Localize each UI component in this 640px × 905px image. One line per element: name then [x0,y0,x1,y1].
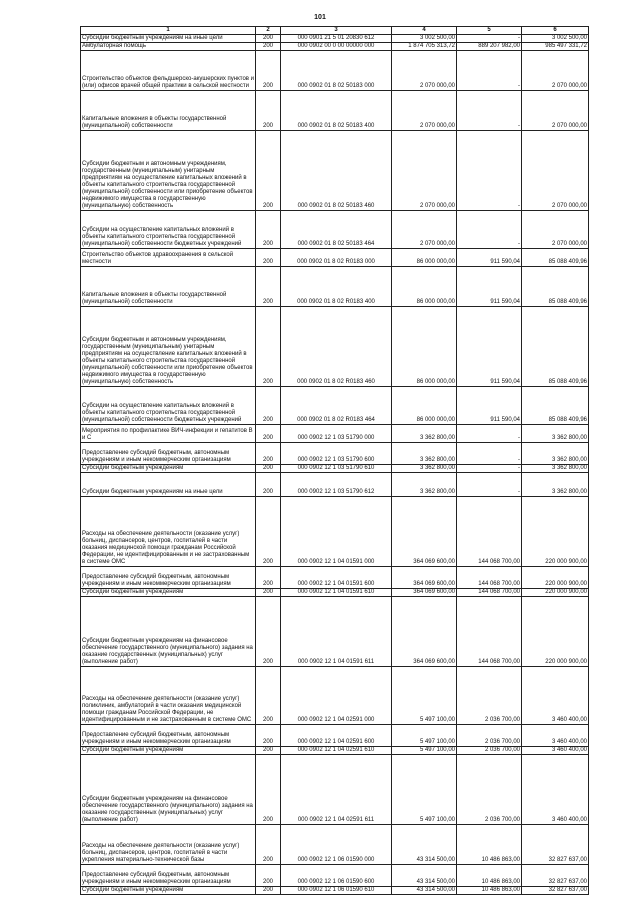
row-remaining-cell: 3 460 400,00 [522,755,589,825]
row-code-cell: 200 [256,211,281,249]
row-name-cell: Субсидии на осуществление капитальных вложений в объекты капитального строительства государственной (муниципальной) собственности бюджетных учреждений [81,387,256,425]
row-code-cell: 200 [256,387,281,425]
row-remaining-cell: 2 070 000,00 [522,211,589,249]
row-remaining-cell: 3 362 800,00 [522,425,589,443]
table-row [81,597,589,667]
row-remaining-cell: 32 827 637,00 [522,865,589,887]
row-kbk-cell: 000 0902 12 1 04 02591 000 [281,667,392,725]
row-code-cell: 200 [256,597,281,667]
row-kbk-cell: 000 0902 12 1 03 51790 600 [281,443,392,465]
table-row [81,43,589,51]
row-executed-cell: 10 486 863,00 [457,887,522,895]
row-executed-cell: 144 068 700,00 [457,567,522,589]
row-approved-cell: 3 362 800,00 [392,425,457,443]
row-name-cell: Субсидии бюджетным учреждениям на иные цели [81,473,256,497]
row-approved-cell: 86 000 000,00 [392,249,457,267]
row-executed-cell: - [457,131,522,211]
row-code-cell: 200 [256,465,281,473]
header-cell: 6 [522,27,589,35]
row-executed-cell: 2 036 700,00 [457,667,522,725]
row-remaining-cell: 85 088 409,96 [522,307,589,387]
row-approved-cell: 86 000 000,00 [392,387,457,425]
row-code-cell: 200 [256,497,281,567]
row-executed-cell: - [457,465,522,473]
row-executed-cell: 2 036 700,00 [457,725,522,747]
row-kbk-cell: 000 0902 01 8 02 R0183 000 [281,249,392,267]
row-name-cell: Амбулаторная помощь [81,43,256,51]
row-name-cell: Субсидии на осуществление капитальных вложений в объекты капитального строительства государственной (муниципальной) собственности бюджетных учреждений [81,211,256,249]
row-name-cell: Строительство объектов фельдшерско-акушерских пунктов и (или) офисов врачей общей практики в сельской местности [81,51,256,91]
row-approved-cell: 86 000 000,00 [392,267,457,307]
row-kbk-cell: 000 0901 21 5 01 20830 612 [281,35,392,43]
table-row [81,211,589,249]
table-row [81,865,589,887]
row-kbk-cell: 000 0902 12 1 04 02591 610 [281,747,392,755]
row-remaining-cell: 3 460 400,00 [522,667,589,725]
row-name-cell: Расходы на обеспечение деятельности (оказание услуг) больниц, диспансеров, центров, госпиталей в части оказания медицинской помощи гражданам Российской Федерации, не идентифицированным и не застрахованным в системе ОМС [81,497,256,567]
row-remaining-cell: 2 070 000,00 [522,51,589,91]
row-executed-cell: 911 590,04 [457,249,522,267]
row-remaining-cell: 220 000 900,00 [522,497,589,567]
row-remaining-cell: 220 000 900,00 [522,589,589,597]
budget-table [80,26,589,895]
row-code-cell: 200 [256,131,281,211]
table-row [81,755,589,825]
row-executed-cell: 911 590,04 [457,387,522,425]
row-executed-cell: 2 036 700,00 [457,755,522,825]
row-code-cell: 200 [256,865,281,887]
row-approved-cell: 43 314 500,00 [392,865,457,887]
row-remaining-cell: 85 088 409,96 [522,267,589,307]
row-name-cell: Капитальные вложения в объекты государственной (муниципальной) собственности [81,267,256,307]
row-executed-cell: - [457,51,522,91]
row-code-cell: 200 [256,567,281,589]
row-approved-cell: 2 070 000,00 [392,91,457,131]
row-kbk-cell: 000 0902 00 0 00 00000 000 [281,43,392,51]
row-kbk-cell: 000 0902 01 8 02 R0183 400 [281,267,392,307]
row-code-cell: 200 [256,91,281,131]
row-code-cell: 200 [256,725,281,747]
row-executed-cell: 2 036 700,00 [457,747,522,755]
table-row [81,51,589,91]
table-row [81,91,589,131]
table-row [81,443,589,465]
row-name-cell: Субсидии бюджетным учреждениям на финансовое обеспечение государственного (муниципального) задания на оказание государственных (муниципальных) услуг (выполнение работ) [81,755,256,825]
row-code-cell: 200 [256,425,281,443]
row-kbk-cell: 000 0902 01 8 02 50183 400 [281,91,392,131]
row-name-cell: Субсидии бюджетным учреждениям [81,747,256,755]
row-approved-cell: 43 314 500,00 [392,887,457,895]
row-code-cell: 200 [256,825,281,865]
row-name-cell: Мероприятия по профилактике ВИЧ-инфекции и гепатитов В и С [81,425,256,443]
row-name-cell: Субсидии бюджетным учреждениям [81,465,256,473]
row-approved-cell: 3 362 800,00 [392,465,457,473]
header-cell: 2 [256,27,281,35]
row-kbk-cell: 000 0902 12 1 04 01591 600 [281,567,392,589]
row-approved-cell: 364 069 600,00 [392,589,457,597]
table-header-row [81,27,589,35]
row-approved-cell: 43 314 500,00 [392,825,457,865]
row-code-cell: 200 [256,51,281,91]
row-code-cell: 200 [256,473,281,497]
row-executed-cell: 889 207 982,00 [457,43,522,51]
row-code-cell: 200 [256,755,281,825]
row-kbk-cell: 000 0902 12 1 04 01591 611 [281,597,392,667]
row-approved-cell: 2 070 000,00 [392,51,457,91]
header-cell: 4 [392,27,457,35]
row-name-cell: Субсидии бюджетным и автономным учреждениям, государственным (муниципальным) унитарным предприятиям на осуществление капитальных вложений в объекты капитального строительства государственной (муниципальной) собственности или приобретение объектов недвижимого имущества в государственную (муниципальную) собственность [81,131,256,211]
row-remaining-cell: 220 000 900,00 [522,597,589,667]
row-remaining-cell: 32 827 637,00 [522,825,589,865]
row-name-cell: Субсидии бюджетным учреждениям на финансовое обеспечение государственного (муниципального) задания на оказание государственных (муниципальных) услуг (выполнение работ) [81,597,256,667]
row-kbk-cell: 000 0902 12 1 04 01591 000 [281,497,392,567]
row-approved-cell: 5 497 100,00 [392,667,457,725]
row-kbk-cell: 000 0902 01 8 02 50183 460 [281,131,392,211]
table-row [81,465,589,473]
row-name-cell: Субсидии бюджетным учреждениям на иные цели [81,35,256,43]
table-row [81,887,589,895]
row-name-cell: Субсидии бюджетным учреждениям [81,887,256,895]
table-row [81,425,589,443]
row-remaining-cell: 3 460 400,00 [522,725,589,747]
table-row [81,667,589,725]
row-name-cell: Предоставление субсидий бюджетным, автономным учреждениям и иным некоммерческим организациям [81,443,256,465]
row-remaining-cell: 2 070 000,00 [522,91,589,131]
row-executed-cell: - [457,473,522,497]
row-name-cell: Предоставление субсидий бюджетным, автономным учреждениям и иным некоммерческим организациям [81,567,256,589]
row-kbk-cell: 000 0902 12 1 04 02591 600 [281,725,392,747]
header-cell: 3 [281,27,392,35]
table-row [81,473,589,497]
row-executed-cell: 144 068 700,00 [457,597,522,667]
row-approved-cell: 3 362 800,00 [392,443,457,465]
row-name-cell: Субсидии бюджетным учреждениям [81,589,256,597]
row-executed-cell: 144 068 700,00 [457,589,522,597]
row-approved-cell: 2 070 000,00 [392,211,457,249]
row-remaining-cell: 3 362 800,00 [522,465,589,473]
table-row [81,825,589,865]
table-row [81,249,589,267]
row-kbk-cell: 000 0902 12 1 06 01590 610 [281,887,392,895]
row-kbk-cell: 000 0902 12 1 03 51790 000 [281,425,392,443]
table-row [81,267,589,307]
row-approved-cell: 364 069 600,00 [392,597,457,667]
row-executed-cell: 144 068 700,00 [457,497,522,567]
row-code-cell: 200 [256,443,281,465]
row-executed-cell: 911 590,04 [457,267,522,307]
row-approved-cell: 1 874 705 313,72 [392,43,457,51]
row-kbk-cell: 000 0902 12 1 04 01591 610 [281,589,392,597]
table-row [81,589,589,597]
row-approved-cell: 5 497 100,00 [392,755,457,825]
row-name-cell: Предоставление субсидий бюджетным, автономным учреждениям и иным некоммерческим организациям [81,725,256,747]
row-code-cell: 200 [256,307,281,387]
row-remaining-cell: 85 088 409,96 [522,387,589,425]
row-name-cell: Субсидии бюджетным и автономным учреждениям, государственным (муниципальным) унитарным предприятиям на осуществление капитальных вложений в объекты капитального строительства государственной (муниципальной) собственности или приобретение объектов недвижимого имущества в государственную (муниципальную) собственность [81,307,256,387]
row-approved-cell: 5 497 100,00 [392,725,457,747]
row-approved-cell: 364 069 600,00 [392,497,457,567]
row-executed-cell: - [457,443,522,465]
row-code-cell: 200 [256,887,281,895]
row-executed-cell: - [457,91,522,131]
row-kbk-cell: 000 0902 01 8 02 R0183 460 [281,307,392,387]
row-approved-cell: 3 362 800,00 [392,473,457,497]
row-kbk-cell: 000 0902 12 1 03 51790 612 [281,473,392,497]
row-code-cell: 200 [256,43,281,51]
row-remaining-cell: 3 002 500,00 [522,35,589,43]
table-row [81,497,589,567]
row-name-cell: Расходы на обеспечение деятельности (оказание услуг) больниц, диспансеров, центров, госпиталей в части укрепления материально-технической базы [81,825,256,865]
row-approved-cell: 3 002 500,00 [392,35,457,43]
row-approved-cell: 2 070 000,00 [392,131,457,211]
row-remaining-cell: 220 000 900,00 [522,567,589,589]
row-code-cell: 200 [256,667,281,725]
table-row [81,131,589,211]
page-number: 101 [314,14,326,21]
row-remaining-cell: 985 497 331,72 [522,43,589,51]
row-name-cell: Капитальные вложения в объекты государственной (муниципальной) собственности [81,91,256,131]
header-cell: 1 [81,27,256,35]
row-code-cell: 200 [256,589,281,597]
row-approved-cell: 364 069 600,00 [392,567,457,589]
row-remaining-cell: 32 827 637,00 [522,887,589,895]
row-code-cell: 200 [256,267,281,307]
table-row [81,387,589,425]
table-row [81,747,589,755]
row-code-cell: 200 [256,249,281,267]
row-remaining-cell: 2 070 000,00 [522,131,589,211]
row-kbk-cell: 000 0902 01 8 02 R0183 464 [281,387,392,425]
row-remaining-cell: 85 088 409,96 [522,249,589,267]
row-remaining-cell: 3 362 800,00 [522,443,589,465]
header-cell: 5 [457,27,522,35]
row-code-cell: 200 [256,35,281,43]
table-row [81,725,589,747]
row-kbk-cell: 000 0902 01 8 02 50183 000 [281,51,392,91]
row-name-cell: Расходы на обеспечение деятельности (оказание услуг) поликлиник, амбулаторий в части оказания медицинской помощи гражданам Российской Федерации, не идентифицированным и не застрахованным в системе ОМС [81,667,256,725]
row-kbk-cell: 000 0902 12 1 04 02591 611 [281,755,392,825]
row-remaining-cell: 3 460 400,00 [522,747,589,755]
row-executed-cell: - [457,211,522,249]
table-row [81,35,589,43]
row-executed-cell: 10 486 863,00 [457,865,522,887]
row-code-cell: 200 [256,747,281,755]
row-executed-cell: 10 486 863,00 [457,825,522,865]
row-kbk-cell: 000 0902 12 1 03 51790 610 [281,465,392,473]
row-name-cell: Строительство объектов здравоохранения в сельской местности [81,249,256,267]
row-kbk-cell: 000 0902 12 1 06 01590 000 [281,825,392,865]
table-row [81,307,589,387]
row-executed-cell: - [457,425,522,443]
row-approved-cell: 5 497 100,00 [392,747,457,755]
row-approved-cell: 86 000 000,00 [392,307,457,387]
row-kbk-cell: 000 0902 12 1 06 01590 600 [281,865,392,887]
row-remaining-cell: 3 362 800,00 [522,473,589,497]
row-executed-cell: - [457,35,522,43]
row-executed-cell: 911 590,04 [457,307,522,387]
row-name-cell: Предоставление субсидий бюджетным, автономным учреждениям и иным некоммерческим организациям [81,865,256,887]
table-row [81,567,589,589]
row-kbk-cell: 000 0902 01 8 02 50183 464 [281,211,392,249]
